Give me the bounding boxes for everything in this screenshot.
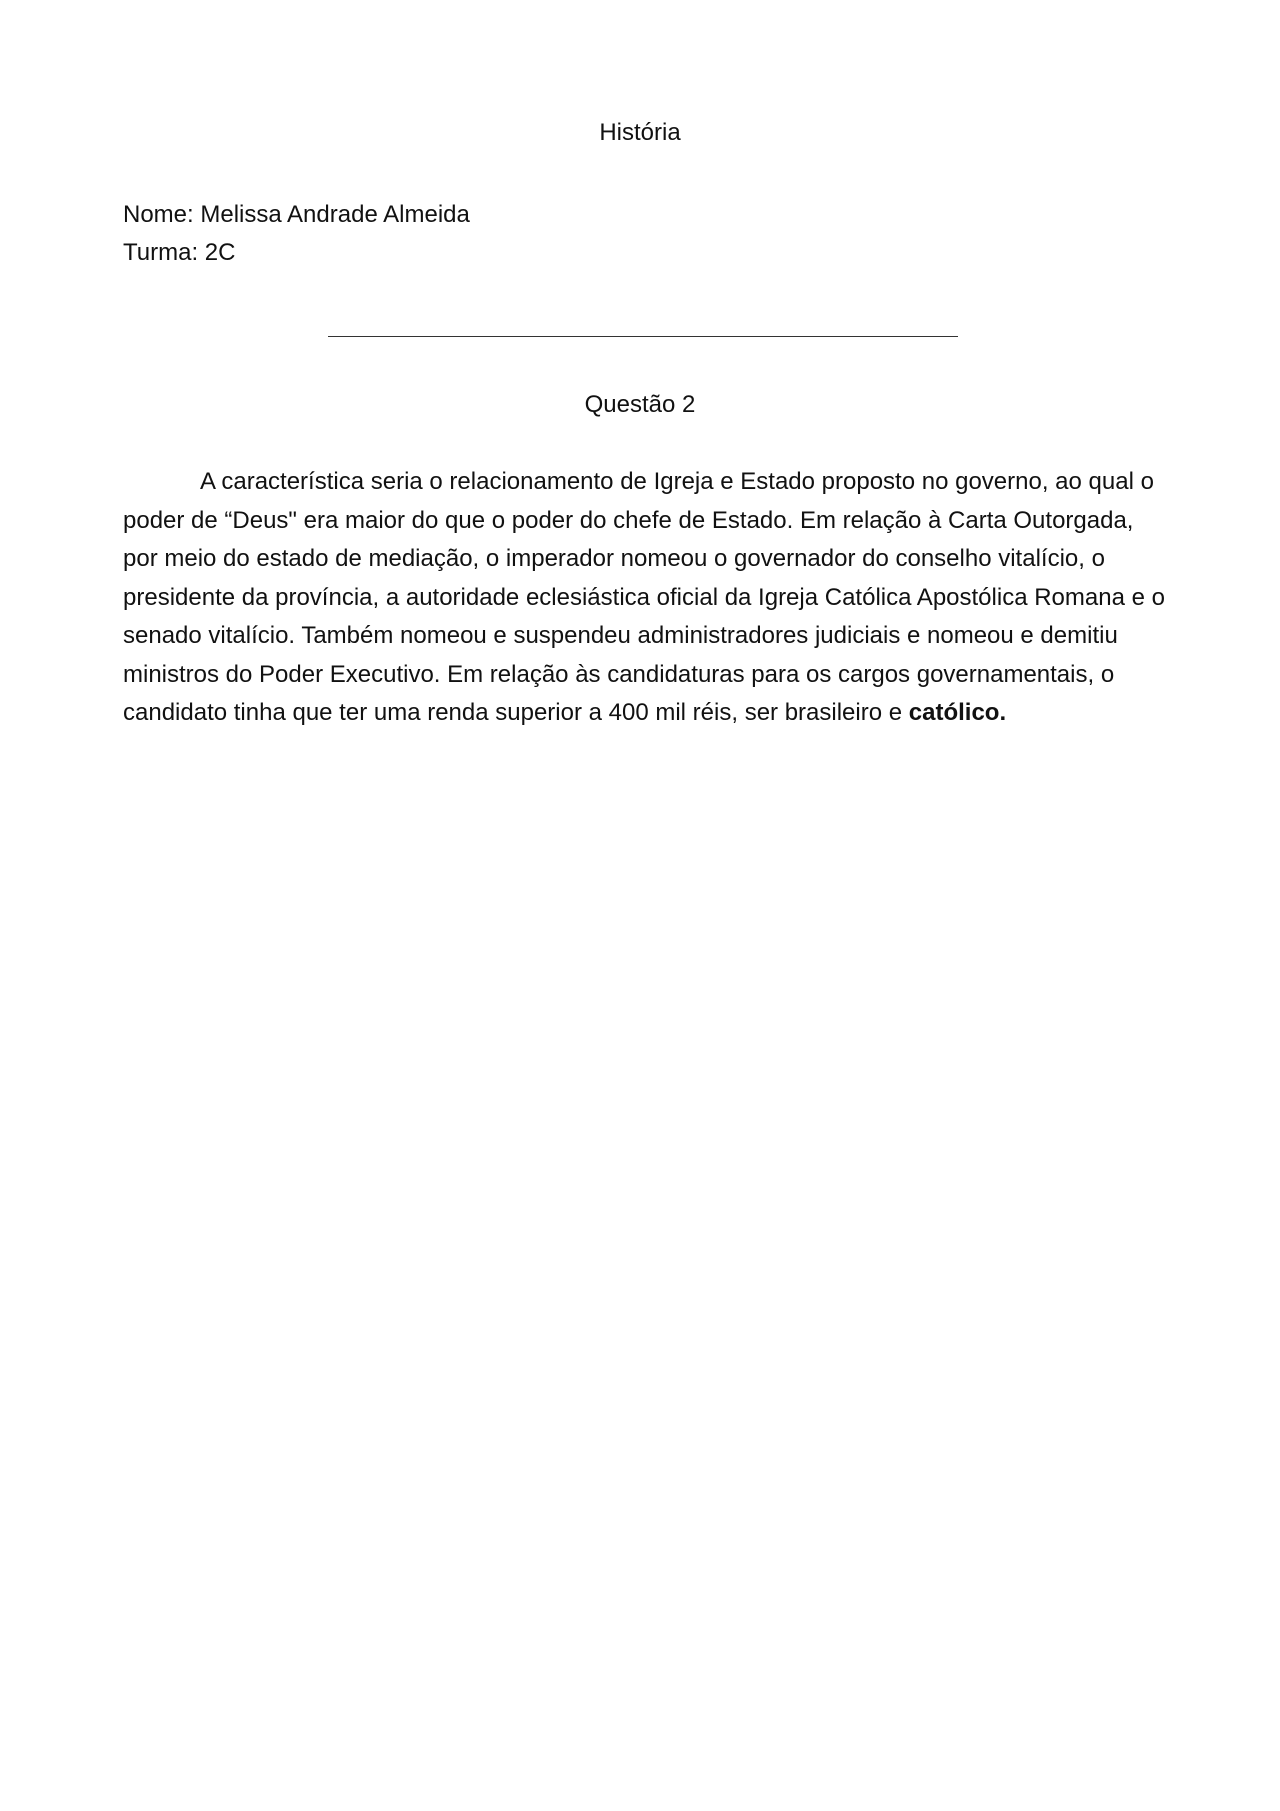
student-class: Turma: 2C <box>123 239 236 266</box>
question-title: Questão 2 <box>584 391 696 418</box>
student-info <box>123 196 470 272</box>
subject-title: História <box>599 119 681 146</box>
separator-line <box>328 336 958 337</box>
student-name: Nome: Melissa Andrade Almeida <box>123 201 470 228</box>
answer-paragraph <box>123 463 1168 733</box>
answer-text: A característica seria o relacionamento de Igreja e Estado proposto no governo, ao qual o poder de “Deus" era maior do que o poder do chefe de Estado. Em relação à Carta Outorgada, por meio do estado de mediação, o imperador nomeou o governador do conselho vitalício, o presidente da província, a autoridade eclesiástica oficial da Igreja Católica Apostólica Romana e o senado vitalício. Também nomeou e suspendeu administradores judiciais e nomeou e demitiu ministros do Poder Executivo. Em relação às candidaturas para os cargos governamentais, o candidato tinha que ter uma renda superior a 400 mil réis, ser brasileiro e <box>123 468 1165 726</box>
answer-bold-word: católico. <box>908 699 1007 726</box>
